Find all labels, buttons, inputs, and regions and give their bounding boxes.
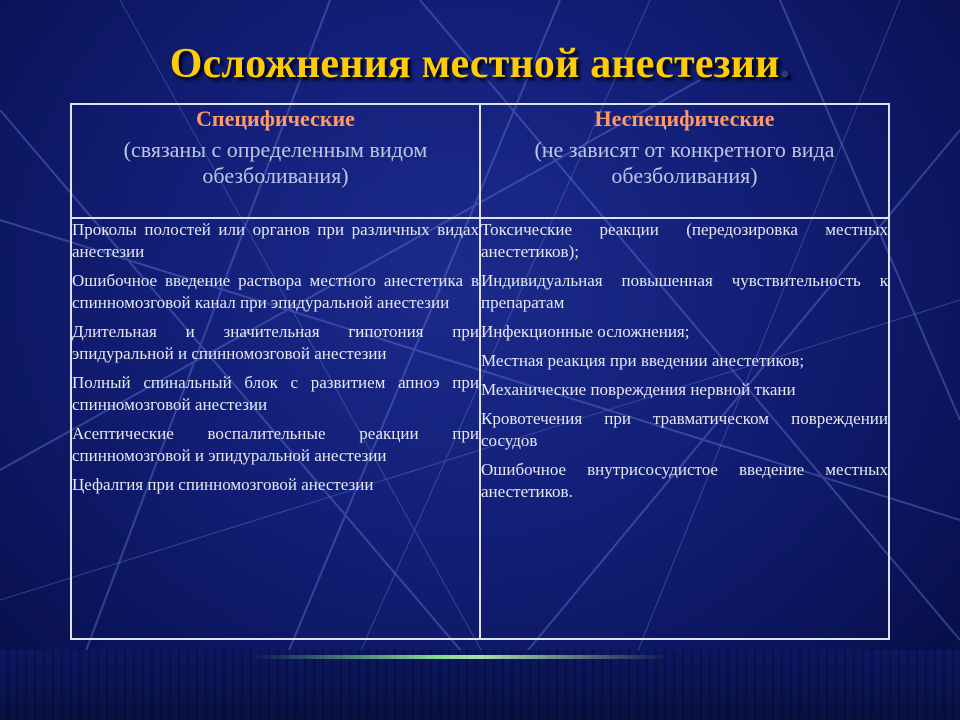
column-subtitle-nonspecific: (не зависят от конкретного вида обезболивания) [534, 137, 835, 188]
list-item: Ошибочное введение раствора местного анестетика в спинномозговой канал при эпидуральной анестезии [72, 271, 479, 312]
bottom-decorative-band [0, 650, 960, 720]
list-item: Цефалгия при спинномозговой анестезии [72, 475, 374, 494]
column-subtitle-specific: (связаны с определенным видом обезболивания) [123, 137, 428, 188]
slide-title-trailing: . [779, 41, 791, 87]
column-header-nonspecific [480, 104, 889, 218]
complications-table [70, 103, 890, 640]
slide-title-text: Осложнения местной анестезии [169, 41, 780, 87]
table-header-row [71, 104, 889, 218]
list-item: Токсические реакции (передозировка местных анестетиков); [481, 220, 888, 261]
slide-title [0, 40, 960, 88]
column-header-specific [71, 104, 480, 218]
list-item: Механические повреждения нервной ткани [481, 380, 796, 399]
list-item: Длительная и значительная гипотония при эпидуральной и спинномозговой анестезии [72, 322, 479, 363]
nonspecific-complications-cell [480, 218, 889, 639]
table-body-row [71, 218, 889, 639]
column-title-nonspecific: Неспецифические [594, 106, 775, 131]
list-item: Инфекционные осложнения; [481, 322, 690, 341]
list-item: Местная реакция при введении анестетиков; [481, 351, 805, 370]
list-item: Ошибочное внутрисосудистое введение местных анестетиков. [481, 460, 888, 501]
bottom-glow-line [250, 655, 670, 659]
list-item: Асептические воспалительные реакции при спинномозговой и эпидуральной анестезии [72, 424, 479, 465]
list-item: Индивидуальная повышенная чувствительность к препаратам [481, 271, 888, 312]
list-item: Полный спинальный блок с развитием апноэ при спинномозговой анестезии [72, 373, 479, 414]
specific-complications-cell [71, 218, 480, 639]
list-item: Кровотечения при травматическом повреждении сосудов [481, 409, 888, 450]
column-title-specific: Специфические [196, 106, 355, 131]
list-item: Проколы полостей или органов при различных видах анестезии [72, 220, 479, 261]
